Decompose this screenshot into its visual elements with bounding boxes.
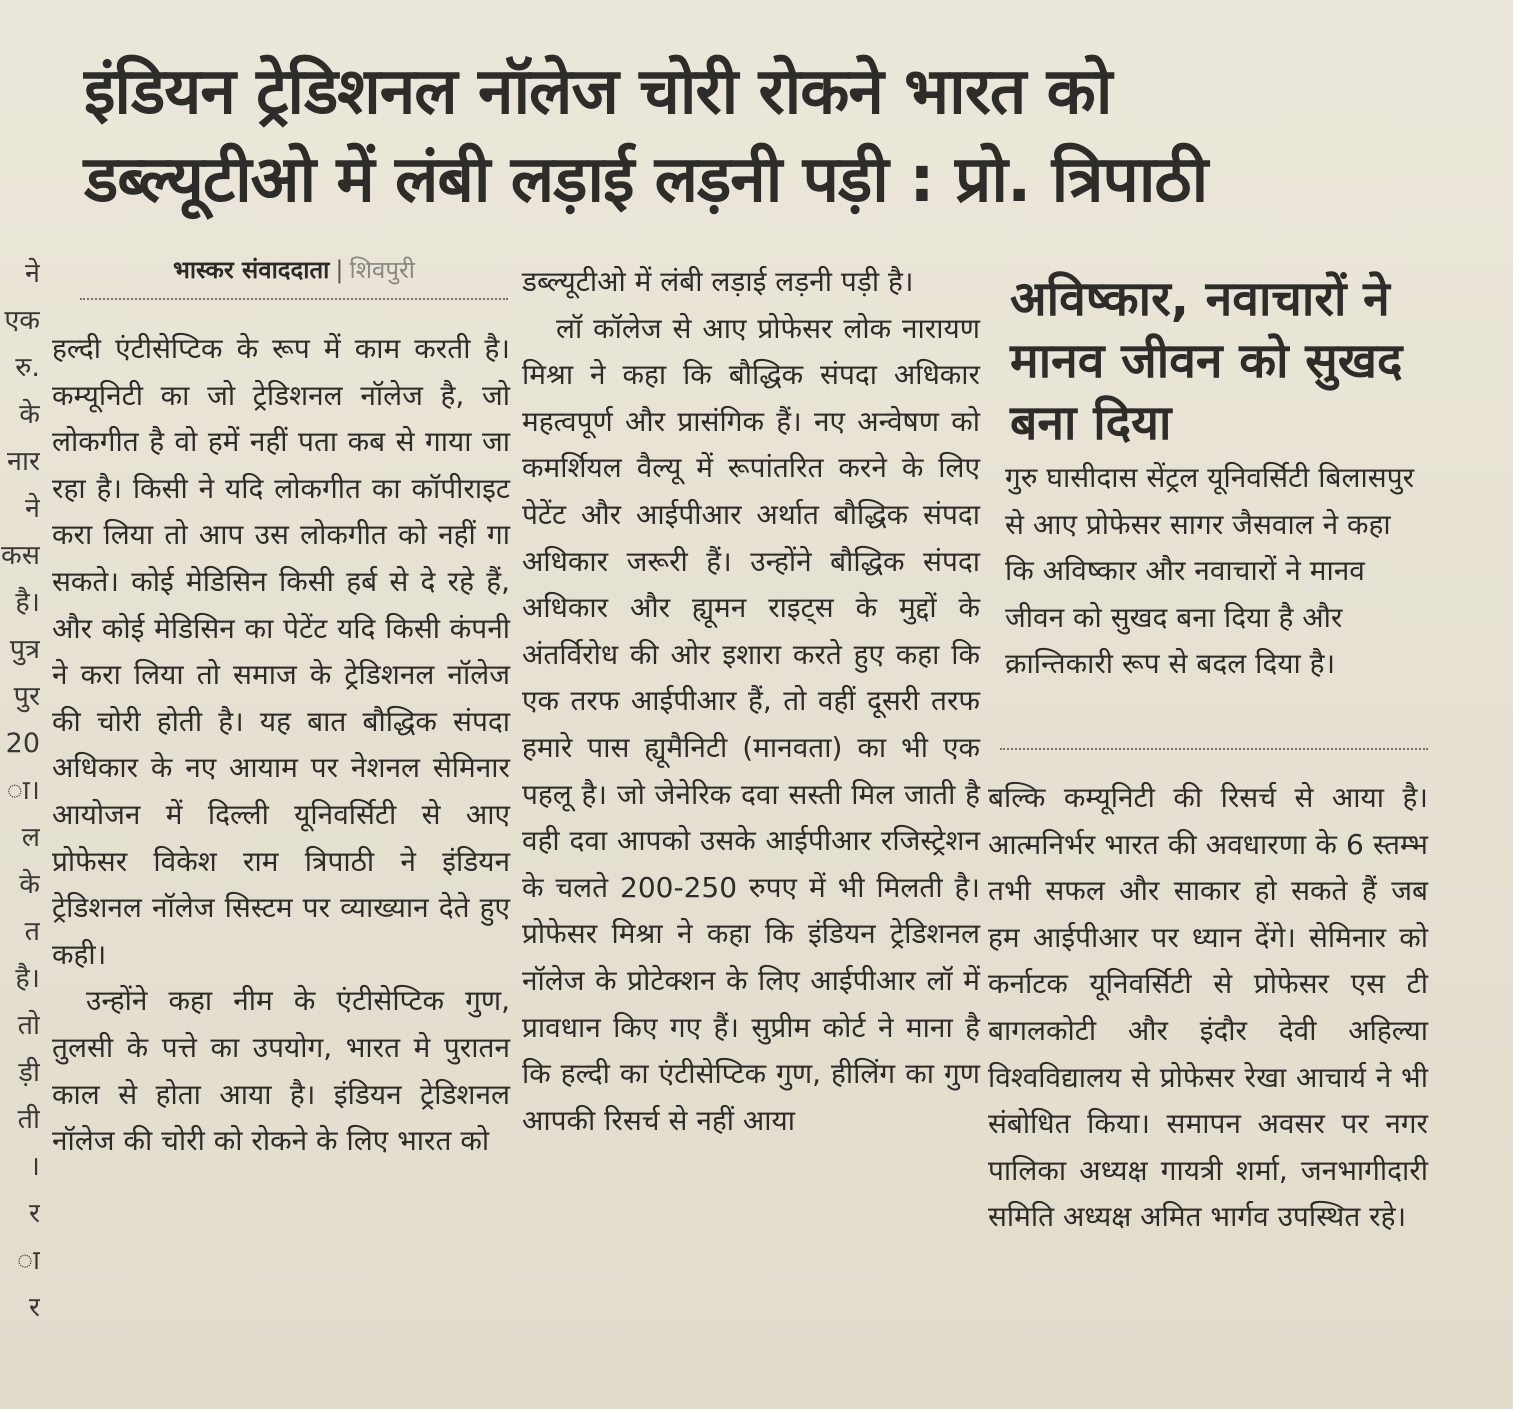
dotted-divider [1000,748,1428,750]
fragment-line: एक [4,305,40,336]
article-headline [84,48,1434,224]
fragment-line: र [28,1198,40,1229]
paragraph: लॉ कॉलेज से आए प्रोफेसर लोक नारायण मिश्रा ने कहा कि बौद्धिक संपदा अधिकार महत्वपूर्ण और प्रासंगिक हैं। नए अन्वेषण को कमर्शियल वैल्यू में रूपांतरित करने के लिए पेटेंट और आईपीआर अर्थात बौद्धिक संपदा अधिकार जरूरी हैं। उन्होंने बौद्धिक संपदा अधिकार और ह्यूमन राइट्स के मुद्दों के अंतर्विरोध की ओर इशारा करते हुए कहा कि एक तरफ आईपीआर हैं, तो वहीं दूसरी तरफ हमारे पास ह्यूमैनिटी (मानवता) का भी एक पहलू है। जो जेनेरिक दवा सस्ती मिल जाती है वही दवा आपको उसके आईपीआर रजिस्ट्रेशन के चलते 200-250 रुपए में भी मिलती है। प्रोफेसर मिश्रा ने कहा कि इंडियन ट्रेडिशनल नॉलेज के प्रोटेक्शन के लिए आईपीआर लॉ में प्रावधान किए गए हैं। सुप्रीम कोर्ट ने माना है कि हल्दी का एंटीसेप्टिक गुण, हीलिंग का गुण आपकी रिसर्च से नहीं आया [522,311,980,1137]
article-column-3-top [1005,455,1425,688]
fragment-line: पुर [13,681,40,712]
paragraph: उन्होंने कहा नीम के एंटीसेप्टिक गुण, तुलसी के पत्ते का उपयोग, भारत मे पुरातन काल से होता आया है। इंडियन ट्रेडिशनल नॉलेज की चोरी को रोकने के लिए भारत को [52,984,510,1158]
byline-reporter: भास्कर संवाददाता [172,256,330,284]
article-column-2 [522,259,980,1144]
article-column-3-bottom [988,775,1428,1241]
paragraph: हल्दी एंटीसेप्टिक के रूप में काम करती है। कम्यूनिटी का जो ट्रेडिशनल नॉलेज है, जो लोकगीत है वो हमें नहीं पता कब से गाया जा रहा है। किसी ने यदि लोकगीत का कॉपीराइट करा लिया तो आप उस लोकगीत को नहीं गा सकते। कोई मेडिसिन किसी हर्ब से दे रहे हैं, और कोई मेडिसिन का पेटेंट यदि किसी कंपनी ने करा लिया तो समाज के ट्रेडिशनल नॉलेज की चोरी होती है। यह बात बौद्धिक संपदा अधिकार के नए आयाम पर नेशनल सेमिनार आयोजन में दिल्ली यूनिवर्सिटी से आए प्रोफेसर विकेश राम त्रिपाठी ने इंडियन ट्रेडिशनल नॉलेज सिस्टम पर व्याख्यान देते हुए कही। [52,332,510,971]
fragment-line: है। [15,963,40,994]
fragment-line: ने [25,258,40,289]
headline-line-1: इंडियन ट्रेडिशनल नॉलेज चोरी रोकने भारत को [84,55,1112,129]
sub-headline: अविष्कार, नवाचारों ने मानव जीवन को सुखद बना दिया [1010,271,1403,451]
fragment-line: ा। [6,775,40,806]
paragraph: गुरु घासीदास सेंट्रल यूनिवर्सिटी बिलासपुर से आए प्रोफेसर सागर जैसवाल ने कहा कि अविष्कार और नवाचारों ने मानव जीवन को सुखद बना दिया है और क्रान्तिकारी रूप से बदल दिया है। [1005,461,1415,681]
byline-city: शिवपुरी [349,256,416,284]
byline [80,250,508,300]
fragment-line: नार [6,446,40,477]
fragment-line: ा [16,1245,40,1276]
fragment-line: ल [21,822,40,853]
fragment-line: । [29,1151,40,1182]
paragraph: डब्ल्यूटीओ में लंबी लड़ाई लड़नी पड़ी है। [522,265,914,298]
fragment-line: के [19,869,40,900]
fragment-line: रु. [15,352,40,383]
article-column-1 [52,326,510,1165]
paragraph: बल्कि कम्यूनिटी की रिसर्च से आया है। आत्मनिर्भर भारत की अवधारणा के 6 स्तम्भ तभी सफल और साकार हो सकते हैं जब हम आईपीआर पर ध्यान देंगे। सेमिनार को कर्नाटक यूनिवर्सिटी से प्रोफेसर एस टी बागलकोटी और इंदौर देवी अहिल्या विश्वविद्यालय से प्रोफेसर रेखा आचार्य ने भी संबोधित किया। समापन अवसर पर नगर पालिका अध्यक्ष गायत्री शर्मा, जनभागीदारी समिति अध्यक्ष अमित भार्गव उपस्थित रहे। [988,781,1428,1234]
fragment-line: के [19,399,40,430]
byline-separator: | [335,256,344,284]
fragment-line: 20 [5,728,40,759]
fragment-line: पुत्र [9,634,40,665]
fragment-line: कस [1,540,40,571]
fragment-line: ने [25,493,40,524]
headline-line-2: डब्ल्यूटीओ में लंबी लड़ाई लड़नी पड़ी : प्रो. त्रिपाठी [84,143,1208,217]
fragment-line: त [24,916,40,947]
fragment-line: ती [17,1104,40,1135]
fragment-line: ड़ी [18,1057,40,1088]
fragment-line: है। [15,587,40,618]
adjacent-column-fragment [0,250,40,1331]
fragment-line: तो [17,1010,40,1041]
fragment-line: र [28,1292,40,1323]
